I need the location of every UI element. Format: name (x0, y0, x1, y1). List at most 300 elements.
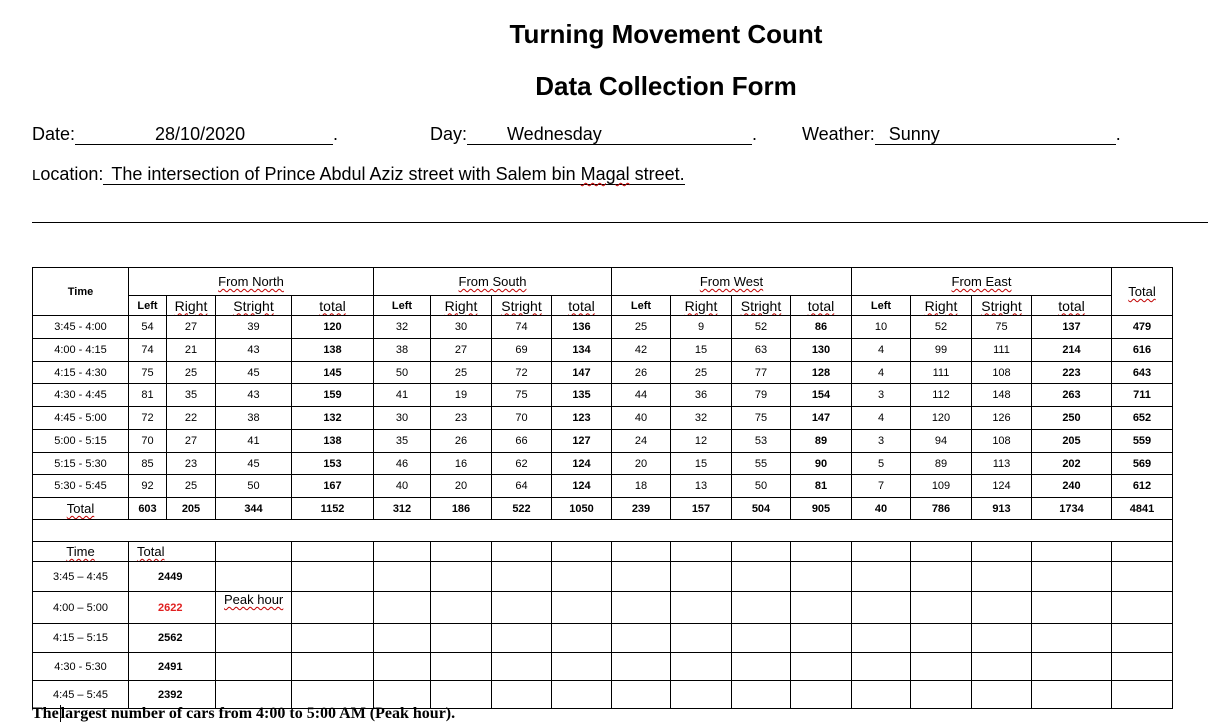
location-blank (103, 164, 684, 185)
date-field (32, 124, 338, 145)
cell-w-0: 40 (612, 407, 671, 430)
cell-s-1: 30 (431, 316, 492, 339)
row-total: 652 (1112, 407, 1173, 430)
row-total: 479 (1112, 316, 1173, 339)
location-field (32, 164, 685, 185)
empty-cell (216, 653, 292, 681)
date-label: Date: (32, 124, 76, 144)
cell-s-0: 35 (374, 430, 431, 453)
cell-e-2: 108 (972, 362, 1032, 384)
peak-hour-cell (216, 592, 292, 624)
cell-s-1: 23 (431, 407, 492, 430)
cell-n-1: 22 (167, 407, 216, 430)
total-n-2: 344 (216, 498, 292, 520)
cell-e-1: 99 (911, 339, 972, 362)
peak-hour-label: Peak hour (224, 592, 284, 607)
row-time: 4:00 - 4:15 (33, 339, 129, 362)
cell-e-2: 124 (972, 475, 1032, 498)
cell-s-2: 69 (492, 339, 552, 362)
direction-label: From North (218, 274, 284, 289)
cell-e-1: 120 (911, 407, 972, 430)
cell-s-3: 124 (552, 453, 612, 475)
empty-cell (292, 542, 374, 562)
cell-n-0: 92 (129, 475, 167, 498)
location-value-flagged: Magal (580, 164, 630, 184)
cell-w-1: 36 (671, 384, 732, 407)
total-w-2: 504 (732, 498, 791, 520)
empty-cell (1112, 653, 1173, 681)
form-subtitle: Data Collection Form (535, 71, 797, 101)
cell-n-0: 75 (129, 362, 167, 384)
cell-s-1: 16 (431, 453, 492, 475)
subheader-label: Stright (981, 297, 1022, 314)
empty-cell (852, 624, 911, 653)
cell-w-1: 12 (671, 430, 732, 453)
empty-cell (1112, 562, 1173, 592)
cell-w-1: 9 (671, 316, 732, 339)
empty-cell (671, 592, 732, 624)
total-n-1: 205 (167, 498, 216, 520)
cell-n-1: 23 (167, 453, 216, 475)
hourly-time: 4:45 – 5:45 (33, 681, 129, 709)
hourly-time: 4:30 - 5:30 (33, 653, 129, 681)
table-row (33, 316, 1173, 339)
empty-cell (374, 542, 431, 562)
cell-s-3: 147 (552, 362, 612, 384)
cell-e-0: 4 (852, 339, 911, 362)
subheader-west-total (791, 296, 852, 316)
direction-label: From West (699, 274, 764, 289)
direction-header-east (852, 268, 1112, 296)
separator-line (32, 222, 1208, 223)
cell-w-3: 154 (791, 384, 852, 407)
hourly-row (33, 653, 1173, 681)
cell-s-2: 66 (492, 430, 552, 453)
empty-cell (852, 542, 911, 562)
cell-n-2: 43 (216, 384, 292, 407)
empty-cell (732, 653, 791, 681)
total-e-3: 1734 (1032, 498, 1112, 520)
cell-e-3: 205 (1032, 430, 1112, 453)
row-time: 5:00 - 5:15 (33, 430, 129, 453)
empty-cell (911, 542, 972, 562)
cell-s-3: 124 (552, 475, 612, 498)
cell-w-2: 53 (732, 430, 791, 453)
empty-cell (374, 624, 431, 653)
empty-cell (671, 624, 732, 653)
cell-n-2: 45 (216, 453, 292, 475)
cell-n-2: 39 (216, 316, 292, 339)
cell-w-3: 90 (791, 453, 852, 475)
cell-w-2: 79 (732, 384, 791, 407)
footer-first: The (32, 705, 59, 722)
empty-cell (852, 592, 911, 624)
cell-s-1: 26 (431, 430, 492, 453)
empty-cell (431, 624, 492, 653)
cell-s-0: 30 (374, 407, 431, 430)
empty-cell (972, 681, 1032, 709)
cell-e-3: 263 (1032, 384, 1112, 407)
hourly-total-peak: 2622 (129, 592, 216, 624)
cell-s-1: 19 (431, 384, 492, 407)
cell-n-3: 167 (292, 475, 374, 498)
empty-cell (492, 653, 552, 681)
date-blank (75, 124, 333, 145)
row-total: 643 (1112, 362, 1173, 384)
weather-label: Weather: (802, 124, 875, 144)
empty-cell (374, 653, 431, 681)
subheader-label: total (807, 297, 835, 314)
empty-cell (911, 592, 972, 624)
empty-cell (972, 624, 1032, 653)
cell-w-2: 50 (732, 475, 791, 498)
row-total: 711 (1112, 384, 1173, 407)
cell-e-1: 94 (911, 430, 972, 453)
location-value-suffix: street. (629, 164, 685, 184)
cell-s-0: 32 (374, 316, 431, 339)
cell-w-1: 13 (671, 475, 732, 498)
spacer-cell (33, 520, 1173, 542)
empty-cell (374, 562, 431, 592)
cell-w-2: 63 (732, 339, 791, 362)
subheader-label: Stright (740, 297, 782, 314)
empty-cell (732, 542, 791, 562)
cell-e-0: 3 (852, 384, 911, 407)
cell-n-1: 21 (167, 339, 216, 362)
empty-cell (911, 681, 972, 709)
table-row (33, 362, 1173, 384)
cell-s-3: 136 (552, 316, 612, 339)
empty-cell (552, 653, 612, 681)
hourly-total-header (129, 542, 216, 562)
cell-e-0: 3 (852, 430, 911, 453)
totals-row (33, 498, 1173, 520)
cell-w-3: 89 (791, 430, 852, 453)
empty-cell (1112, 681, 1173, 709)
time-header: Time (33, 268, 129, 316)
empty-cell (732, 624, 791, 653)
cell-s-0: 38 (374, 339, 431, 362)
subheader-label: Stright (233, 297, 274, 314)
total-s-0: 312 (374, 498, 431, 520)
cell-s-2: 64 (492, 475, 552, 498)
cell-n-1: 27 (167, 316, 216, 339)
cell-n-3: 138 (292, 339, 374, 362)
hourly-total-label: Total (137, 544, 165, 559)
cell-w-0: 42 (612, 339, 671, 362)
empty-cell (431, 542, 492, 562)
weather-field (802, 124, 1121, 145)
weather-blank (875, 124, 1116, 145)
cell-n-1: 25 (167, 362, 216, 384)
weather-end: . (1115, 124, 1121, 144)
day-blank (467, 124, 752, 145)
empty-cell (552, 592, 612, 624)
empty-cell (732, 592, 791, 624)
empty-cell (431, 592, 492, 624)
cell-s-2: 62 (492, 453, 552, 475)
total-n-3: 1152 (292, 498, 374, 520)
empty-cell (911, 624, 972, 653)
cell-w-1: 15 (671, 453, 732, 475)
subheader-label: Right (174, 297, 208, 314)
date-end: . (333, 124, 339, 144)
empty-cell (431, 562, 492, 592)
hourly-header-row (33, 542, 1173, 562)
empty-cell (612, 681, 671, 709)
cell-n-1: 35 (167, 384, 216, 407)
cell-s-1: 25 (431, 362, 492, 384)
empty-cell (552, 681, 612, 709)
row-time: 3:45 - 4:00 (33, 316, 129, 339)
cell-e-0: 10 (852, 316, 911, 339)
cell-s-3: 135 (552, 384, 612, 407)
direction-label: From East (951, 274, 1012, 289)
subheader-south-right (431, 296, 492, 316)
header-row (33, 268, 1173, 296)
cell-s-3: 134 (552, 339, 612, 362)
subheader-east-stright (972, 296, 1032, 316)
empty-cell (791, 681, 852, 709)
cell-e-0: 5 (852, 453, 911, 475)
cell-e-0: 7 (852, 475, 911, 498)
subheader-east-left: Left (852, 296, 911, 316)
empty-cell (1032, 681, 1112, 709)
cell-w-0: 18 (612, 475, 671, 498)
cell-s-3: 127 (552, 430, 612, 453)
row-total: 569 (1112, 453, 1173, 475)
cell-e-3: 202 (1032, 453, 1112, 475)
cell-s-0: 41 (374, 384, 431, 407)
cell-e-2: 148 (972, 384, 1032, 407)
empty-cell (852, 653, 911, 681)
subheader-east-total (1032, 296, 1112, 316)
cell-w-2: 52 (732, 316, 791, 339)
cell-n-0: 85 (129, 453, 167, 475)
cell-e-2: 126 (972, 407, 1032, 430)
empty-cell (612, 542, 671, 562)
location-label-first: L (32, 167, 41, 184)
cell-w-3: 147 (791, 407, 852, 430)
cell-n-2: 45 (216, 362, 292, 384)
cell-w-2: 77 (732, 362, 791, 384)
empty-cell (612, 592, 671, 624)
cell-e-3: 214 (1032, 339, 1112, 362)
subheader-label: total (319, 297, 346, 314)
hourly-row (33, 562, 1173, 592)
empty-cell (911, 562, 972, 592)
empty-cell (911, 653, 972, 681)
total-s-1: 186 (431, 498, 492, 520)
subheader-label: Right (924, 297, 958, 314)
cell-n-2: 43 (216, 339, 292, 362)
empty-cell (216, 542, 292, 562)
cell-e-2: 75 (972, 316, 1032, 339)
cell-e-1: 89 (911, 453, 972, 475)
empty-cell (492, 562, 552, 592)
grand-total: 4841 (1112, 498, 1173, 520)
subheader-south-stright (492, 296, 552, 316)
cell-e-2: 111 (972, 339, 1032, 362)
cell-s-1: 20 (431, 475, 492, 498)
cell-s-2: 72 (492, 362, 552, 384)
row-time: 4:15 - 4:30 (33, 362, 129, 384)
hourly-row (33, 592, 1173, 624)
cell-e-3: 250 (1032, 407, 1112, 430)
empty-cell (431, 653, 492, 681)
hourly-total: 2491 (129, 653, 216, 681)
cell-s-0: 50 (374, 362, 431, 384)
count-table (32, 267, 1173, 709)
cell-e-1: 109 (911, 475, 972, 498)
cell-e-1: 112 (911, 384, 972, 407)
table-row (33, 407, 1173, 430)
empty-cell (552, 542, 612, 562)
cell-s-2: 75 (492, 384, 552, 407)
empty-cell (671, 653, 732, 681)
grand-total-header (1112, 268, 1173, 316)
total-n-0: 603 (129, 498, 167, 520)
empty-cell (791, 562, 852, 592)
empty-cell (492, 592, 552, 624)
cell-n-0: 81 (129, 384, 167, 407)
empty-cell (1032, 624, 1112, 653)
cell-n-2: 50 (216, 475, 292, 498)
hourly-time: 4:15 – 5:15 (33, 624, 129, 653)
cell-n-0: 74 (129, 339, 167, 362)
table-row (33, 384, 1173, 407)
row-time: 4:45 - 5:00 (33, 407, 129, 430)
empty-cell (552, 624, 612, 653)
cell-n-3: 159 (292, 384, 374, 407)
cell-w-3: 81 (791, 475, 852, 498)
empty-cell (292, 562, 374, 592)
cell-n-1: 27 (167, 430, 216, 453)
hourly-time-label: Time (66, 544, 95, 559)
total-e-0: 40 (852, 498, 911, 520)
empty-cell (492, 681, 552, 709)
cell-w-1: 32 (671, 407, 732, 430)
cell-e-1: 52 (911, 316, 972, 339)
hourly-row (33, 624, 1173, 653)
cell-w-0: 44 (612, 384, 671, 407)
cell-s-0: 46 (374, 453, 431, 475)
total-w-0: 239 (612, 498, 671, 520)
empty-cell (671, 562, 732, 592)
cell-n-3: 120 (292, 316, 374, 339)
empty-cell (972, 562, 1032, 592)
cell-e-3: 223 (1032, 362, 1112, 384)
totals-label: Total (66, 501, 95, 516)
subheader-row (33, 296, 1173, 316)
table-row (33, 453, 1173, 475)
cell-w-0: 20 (612, 453, 671, 475)
empty-cell (1112, 542, 1173, 562)
cell-n-3: 153 (292, 453, 374, 475)
row-time: 5:15 - 5:30 (33, 453, 129, 475)
cell-s-1: 27 (431, 339, 492, 362)
total-e-1: 786 (911, 498, 972, 520)
weather-value: Sunny (888, 124, 940, 144)
cell-s-0: 40 (374, 475, 431, 498)
footer-note (32, 705, 455, 723)
empty-cell (374, 592, 431, 624)
table-row (33, 339, 1173, 362)
empty-cell (292, 624, 374, 653)
footer-rest: largest number of cars from 4:00 to 5:00 AM (Peak hour). (60, 705, 456, 722)
empty-cell (612, 624, 671, 653)
cell-n-3: 138 (292, 430, 374, 453)
subheader-label: Right (684, 297, 718, 314)
direction-label: From South (458, 274, 527, 289)
totals-label-cell (33, 498, 129, 520)
empty-cell (1112, 592, 1173, 624)
day-value: Wednesday (507, 124, 602, 144)
cell-w-3: 130 (791, 339, 852, 362)
direction-header-north (129, 268, 374, 296)
cell-n-0: 70 (129, 430, 167, 453)
empty-cell (216, 562, 292, 592)
cell-e-0: 4 (852, 407, 911, 430)
cell-n-0: 54 (129, 316, 167, 339)
location-label: ocation: (40, 164, 104, 184)
cell-n-3: 145 (292, 362, 374, 384)
empty-cell (612, 653, 671, 681)
grand-total-label: Total (1128, 284, 1156, 299)
empty-cell (791, 624, 852, 653)
subheader-north-right (167, 296, 216, 316)
empty-cell (732, 562, 791, 592)
cell-n-1: 25 (167, 475, 216, 498)
total-w-3: 905 (791, 498, 852, 520)
empty-cell (1032, 592, 1112, 624)
cell-w-0: 26 (612, 362, 671, 384)
empty-cell (852, 562, 911, 592)
cell-w-2: 75 (732, 407, 791, 430)
row-total: 616 (1112, 339, 1173, 362)
direction-header-south (374, 268, 612, 296)
empty-cell (216, 624, 292, 653)
cell-w-0: 25 (612, 316, 671, 339)
empty-cell (292, 592, 374, 624)
direction-header-west (612, 268, 852, 296)
date-value: 28/10/2020 (155, 124, 246, 144)
cell-w-1: 25 (671, 362, 732, 384)
spacer-row (33, 520, 1173, 542)
day-end: . (752, 124, 758, 144)
cell-e-3: 240 (1032, 475, 1112, 498)
empty-cell (972, 542, 1032, 562)
subheader-label: total (1058, 297, 1085, 314)
cell-w-3: 128 (791, 362, 852, 384)
cell-w-0: 24 (612, 430, 671, 453)
total-s-2: 522 (492, 498, 552, 520)
hourly-time-header (33, 542, 129, 562)
empty-cell (1032, 653, 1112, 681)
cell-w-3: 86 (791, 316, 852, 339)
empty-cell (1032, 562, 1112, 592)
row-time: 5:30 - 5:45 (33, 475, 129, 498)
empty-cell (1112, 624, 1173, 653)
subheader-north-total (292, 296, 374, 316)
hourly-time: 4:00 – 5:00 (33, 592, 129, 624)
row-time: 4:30 - 4:45 (33, 384, 129, 407)
cell-s-3: 123 (552, 407, 612, 430)
cell-e-0: 4 (852, 362, 911, 384)
row-total: 559 (1112, 430, 1173, 453)
subheader-west-stright (732, 296, 791, 316)
table-row (33, 475, 1173, 498)
